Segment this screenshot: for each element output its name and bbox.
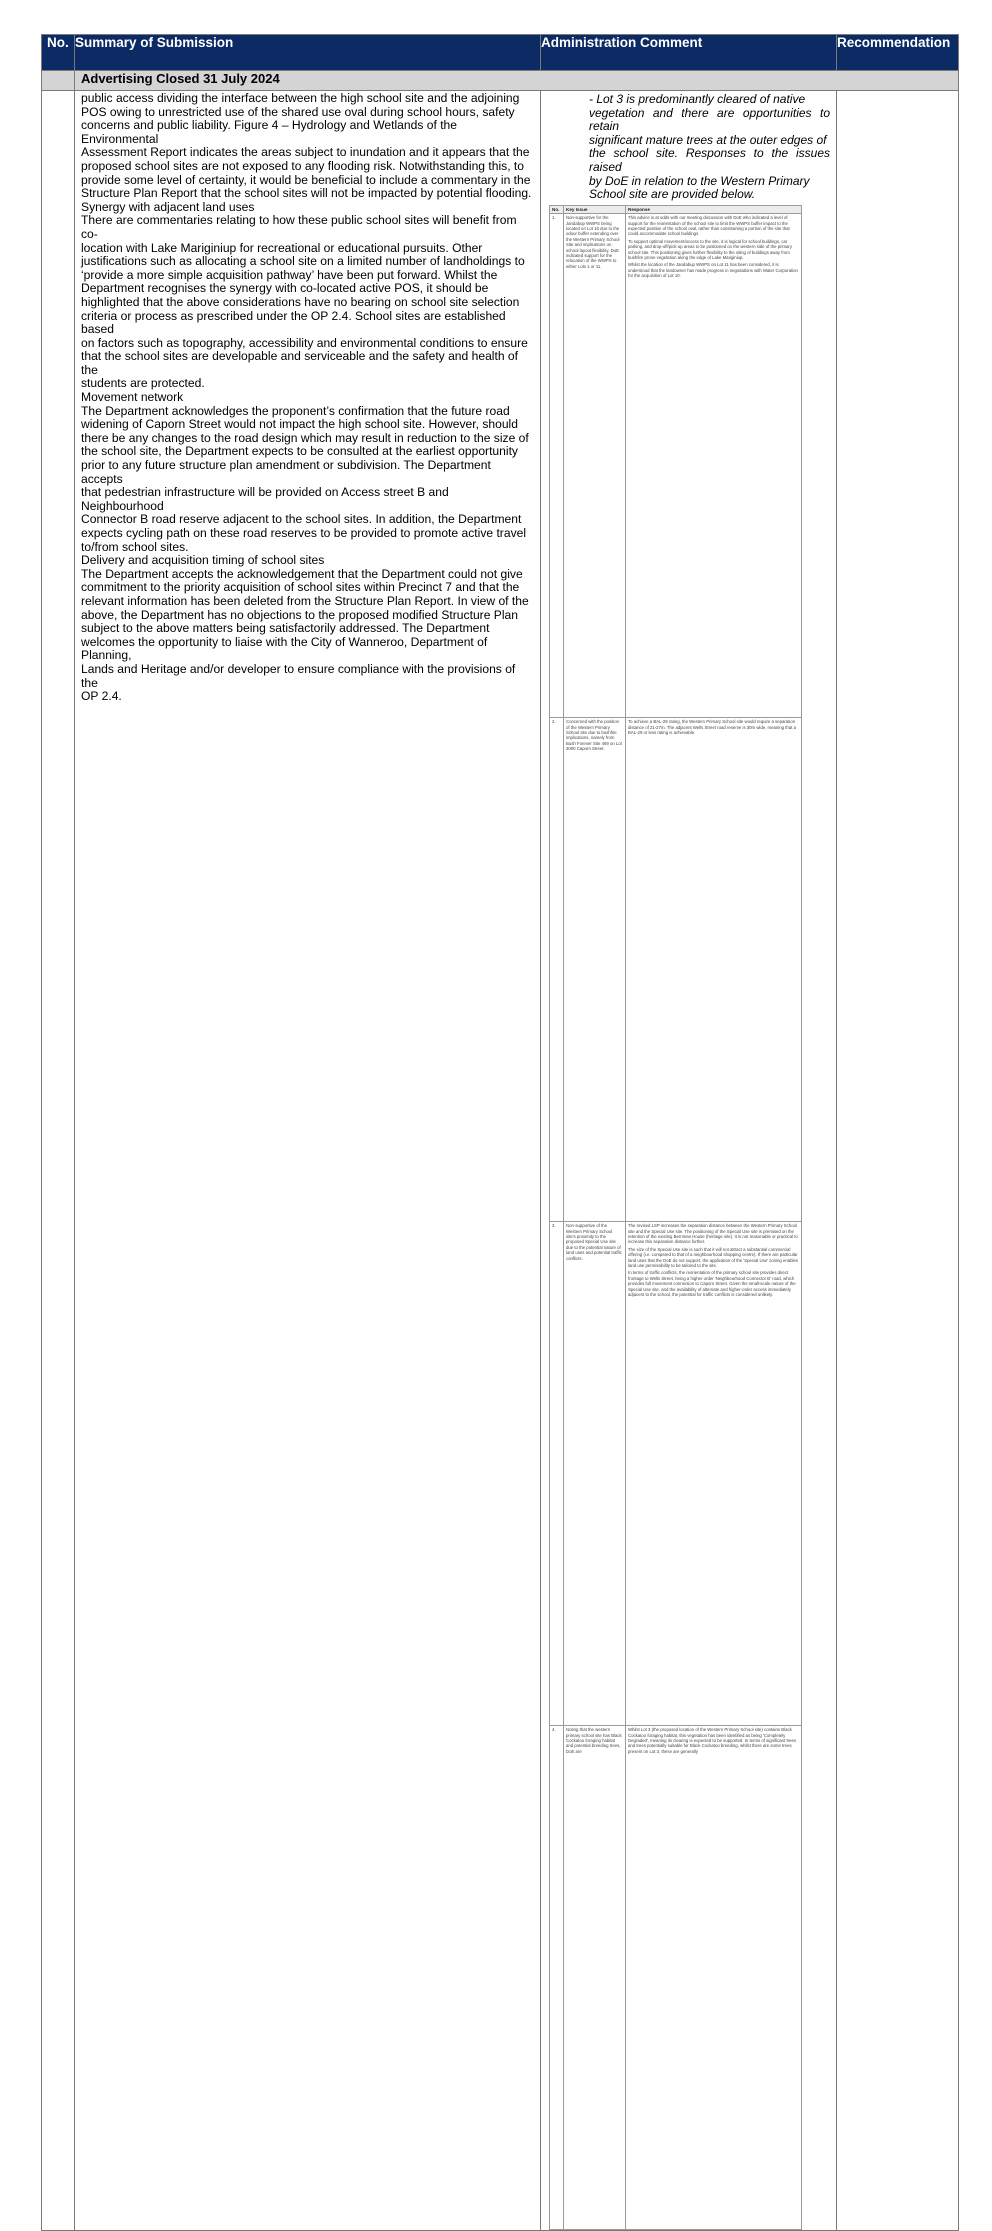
summary-line: Delivery and acquisition timing of school sites (81, 553, 325, 568)
summary-line: ‘provide a more simple acquisition pathway’ have been put forward. Whilst the (81, 267, 498, 282)
admin-quote-line: vegetation and there are opportunities to retain (589, 105, 830, 134)
summary-line: that the school sites are developable and serviceable and the safety and health of the (81, 349, 519, 377)
mini-response-paragraph: To support optimal movement/access to the site, it is logical for school buildings, car parking, and drop-off/pick-up areas to be positioned on the western side of the primary school site. This positioning gives further flexibility to the siting of buildings away from bushfire prone vegetation along the edge of Lake Mariginiup. (628, 238, 793, 260)
summary-line: highlighted that the above considerations have no bearing on school site selection (81, 294, 520, 309)
header-recommendation: Recommendation (837, 35, 959, 71)
summary-line: criteria or process as prescribed under the OP 2.4. School sites are established based (81, 308, 506, 337)
summary-line: OP 2.4. (81, 689, 122, 704)
admin-comment-quote (547, 93, 830, 202)
admin-quote-line: the school site. Responses to the issues raised (589, 146, 830, 174)
summary-line: to/from school sites. (81, 539, 189, 554)
summary-line: The Department acknowledges the proponent’s confirmation that the future road (81, 403, 510, 418)
summary-line: Connector B road reserve adjacent to the school sites. In addition, the Department (81, 512, 522, 527)
key-issue-response-table (549, 205, 802, 2230)
summary-line: students are protected. (81, 376, 205, 391)
mini-table-header: No. (550, 205, 564, 213)
summary-line: justifications such as allocating a school site on a limited number of landholdings to (81, 254, 525, 269)
summary-line: expects cycling path on these road reserves to be provided to promote active travel (81, 526, 527, 540)
mini-table-row (550, 1726, 802, 2230)
summary-line: commitment to the priority acquisition of school sites within Precinct 7 and that the (81, 580, 520, 595)
admin-quote-line: - Lot 3 is predominantly cleared of native (589, 92, 806, 106)
summary-line: There are commentaries relating to how these public school sites will benefit from co- (81, 213, 517, 241)
summary-line: The Department accepts the acknowledgement that the Department could not give (81, 566, 523, 581)
summary-line: there be any changes to the road design which may result in reduction to the size of (81, 430, 529, 445)
summary-line: concerns and public liability. Figure 4 – Hydrology and Wetlands of the Environmental (81, 118, 458, 146)
mini-row-number: 1. (550, 214, 564, 718)
summary-line: proposed school sites are not exposed to any flooding risk. Notwithstanding this, to (81, 158, 525, 173)
admin-comment-cell (541, 91, 837, 2231)
mini-response-paragraph: In terms of traffic conflicts, the reorientation of the primary school site provides direct frontage to Wells Street, being a higher order 'Neighbourhood Connector B' road, which provides full movement connection to Caporn Street. Given the small-scale nature of the Special Use site, and the availability of alternate and higher-order access immediately adjacent to the school, the potential for traffic conflicts is considered unlikely. (628, 1270, 796, 1298)
summary-line: Lands and Heritage and/or developer to ensure compliance with the provisions of the (81, 661, 516, 690)
band-empty-cell (42, 71, 75, 91)
summary-cell (75, 91, 541, 2231)
summary-line: Synergy with adjacent land uses (81, 199, 255, 214)
summary-line: provide some level of certainty, it would be beneficial to include a commentary in the (81, 172, 531, 187)
summary-line: Department recognises the synergy with co-located active POS, it should be (81, 281, 489, 296)
row-number-cell (42, 91, 75, 2231)
submission-table (41, 34, 959, 2231)
mini-response (626, 214, 802, 718)
mini-key-issue: Non-supportive for the Jandabup WWPS being located on Lot 10 due to the odour buffer extending over the Western Primary School Site and implications on school layout flexibility. DoE indicated support for the relocation of the WWPS to either Lots 1 or 11. (564, 214, 626, 718)
summary-line: widening of Caporn Street would not impact the high school site. However, should (81, 417, 518, 432)
recommendation-cell (837, 91, 959, 2231)
mini-response-paragraph: To achieve a BAL-29 rating, the Western Primary School site would require a separation distance of 21-27m. The adjacent Wells Street road reserve is 30m wide, meaning that a BAL-29 or less rating is achievable. (628, 719, 796, 735)
submission-row (42, 91, 959, 2231)
mini-response-paragraph: This advice is at odds with our meeting discussion with DoE who indicated a level of support for the reorientation of the school site to limit the WWPS buffer impact to the expected position of the school oval, rather than constraining a portion of the site that could accommodate school buildings. (628, 215, 790, 237)
mini-row-number: 4. (550, 1726, 564, 2230)
mini-response-paragraph: The size of the Special Use site is such that it will not attract a substantial commercial offering (i.e. compared to that of a neighbourhood shopping centre). If there are particular land uses that the DoE do not support, the application of the 'Special Use' zoning enables land use permissibility to be tailored to the site. (628, 1246, 799, 1268)
summary-line: above, the Department has no objections to the proposed modified Structure Plan (81, 607, 518, 622)
header-admin-comment: Administration Comment (541, 35, 837, 71)
summary-line: location with Lake Mariginiup for recreational or educational pursuits. Other (81, 240, 483, 255)
admin-quote-line: by DoE in relation to the Western Primary (589, 173, 810, 188)
summary-line: Movement network (81, 390, 184, 405)
mini-table-row (550, 1222, 802, 1726)
header-summary: Summary of Submission (75, 35, 541, 71)
summary-line: public access dividing the interface between the high school site and the adjoining (81, 91, 520, 105)
summary-line: subject to the above matters being satisfactorily addressed. The Department (81, 621, 490, 636)
embedded-response-table-image (549, 205, 801, 2230)
mini-table-row (550, 718, 802, 1222)
mini-response-paragraph: The revised LSP increases the separation distance between the Western Primary School site and the Special Use site. The positioning of the Special Use site is premised on the retention of the existing Berriman House (heritage site). It is not reasonable or practical to increase this separation distance further. (628, 1223, 798, 1245)
summary-line: welcomes the opportunity to liaise with the City of Wanneroo, Department of Planning, (81, 634, 488, 663)
mini-response (626, 1726, 802, 2230)
section-title: Advertising Closed 31 July 2024 (75, 71, 959, 91)
mini-key-issue: Non-supportive of the Western Primary School site's proximity to the proposed Special Use site due to the potential nature of land uses and potential traffic conflicts. (564, 1222, 626, 1726)
summary-line: POS owing to unrestricted use of the shared use oval during school hours, safety (81, 104, 515, 119)
mini-table-header-row (550, 205, 802, 213)
mini-table-row (550, 214, 802, 718)
summary-line: Assessment Report indicates the areas subject to inundation and it appears that the (81, 145, 530, 160)
mini-row-number: 3. (550, 1222, 564, 1726)
mini-row-number: 2. (550, 718, 564, 1222)
table-header-row (42, 35, 959, 71)
admin-quote-line: School site are provided below. (589, 187, 756, 202)
header-no: No. (42, 35, 75, 71)
mini-response-paragraph: Whilst the location of the Jandabup WWPS on Lot 11 has been considered, it is understood that the landowner has made progress in negotiations with Water Corporation for the acquisition of Lot 10. (628, 262, 798, 279)
mini-key-issue: Noting that the western primary school site has Black Cockatoo foraging habitat and potential breeding trees, DoE are (564, 1726, 626, 2230)
section-band-row (42, 71, 959, 91)
mini-table-header: Key Issue (564, 205, 626, 213)
summary-line: prior to any future structure plan amendment or subdivision. The Department accepts (81, 458, 491, 486)
summary-line: the school site, the Department expects to be consulted at the earliest opportunity (81, 444, 518, 459)
mini-key-issue: Concerned with the position of the Western Primary School site due to bushfire implications, namely from Bush Forever Site 469 on Lot 3000 Caporn Street. (564, 718, 626, 1222)
summary-line: on factors such as topography, accessibility and environmental conditions to ensure (81, 335, 528, 350)
mini-table-header: Response (626, 205, 802, 213)
mini-response (626, 718, 802, 1222)
summary-line: Structure Plan Report that the school sites will not be impacted by potential flooding. (81, 186, 532, 201)
summary-line: relevant information has been deleted from the Structure Plan Report. In view of the (81, 593, 529, 608)
admin-quote-line: significant mature trees at the outer edges of (589, 132, 827, 147)
summary-text (75, 91, 540, 704)
summary-line: that pedestrian infrastructure will be provided on Access street B and Neighbourhood (81, 485, 449, 513)
mini-response-paragraph: Whilst Lot 3 (the proposed location of the Western Primary School site) contains Black Cockatoo foraging habitat, this vegetation has been identified as being 'Completely Degraded', meaning its clearing is expected to be supported. In terms of significant trees and trees potentially suitable for Black Cockatoo breeding, whilst there are some trees present on Lot 3, these are generally (628, 1727, 797, 1754)
mini-response (626, 1222, 802, 1726)
